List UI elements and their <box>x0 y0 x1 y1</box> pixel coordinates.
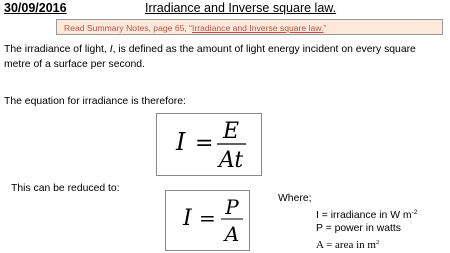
date-heading: 30/09/2016 <box>4 1 67 15</box>
equation-intro: The equation for irradiance is therefore: <box>4 96 186 107</box>
irradiance-definition <box>4 43 444 72</box>
reading-suffix: ” <box>323 23 327 33</box>
eq2-lhs: I <box>183 206 192 231</box>
reduce-text: This can be reduced to: <box>11 183 120 194</box>
reduced-equation <box>166 191 249 250</box>
eq1-equals: = <box>195 131 214 156</box>
eq1-lhs: I <box>176 128 186 156</box>
where-item-unit-exponent: -2 <box>411 208 418 216</box>
where-item-power <box>278 222 417 236</box>
eq1-denominator: At <box>218 148 244 173</box>
intro-prefix: The irradiance of light, <box>4 44 110 55</box>
where-legend <box>278 192 417 252</box>
eq2-numerator: P <box>225 195 239 219</box>
reading-reference: Irradiance and Inverse square law. <box>192 23 324 33</box>
intro-suffix: , is defined as the amount of light energy incident on every square metre of a surface per second. <box>4 44 416 70</box>
reduced-equation-box <box>165 190 250 251</box>
where-item-text: P = power in watts <box>316 223 401 234</box>
eq1-numerator: E <box>222 119 240 144</box>
irradiance-equation-box <box>156 113 262 176</box>
intro-symbol: I <box>109 44 113 55</box>
where-item-area <box>278 236 417 253</box>
eq2-denominator: A <box>224 222 240 246</box>
where-item-irradiance <box>278 206 417 223</box>
irradiance-equation <box>157 114 261 175</box>
reading-reference-box <box>56 19 443 35</box>
eq2-equals: = <box>199 206 216 230</box>
where-item-text: A = area in m <box>316 238 376 251</box>
where-item-unit-exponent: 2 <box>375 238 380 246</box>
reading-prefix: Read Summary Notes, page 65, “ <box>64 23 193 33</box>
where-heading: Where; <box>278 193 312 204</box>
page-title: Irradiance and Inverse square law. <box>145 1 337 15</box>
where-item-text: I = irradiance in W m <box>316 209 412 221</box>
